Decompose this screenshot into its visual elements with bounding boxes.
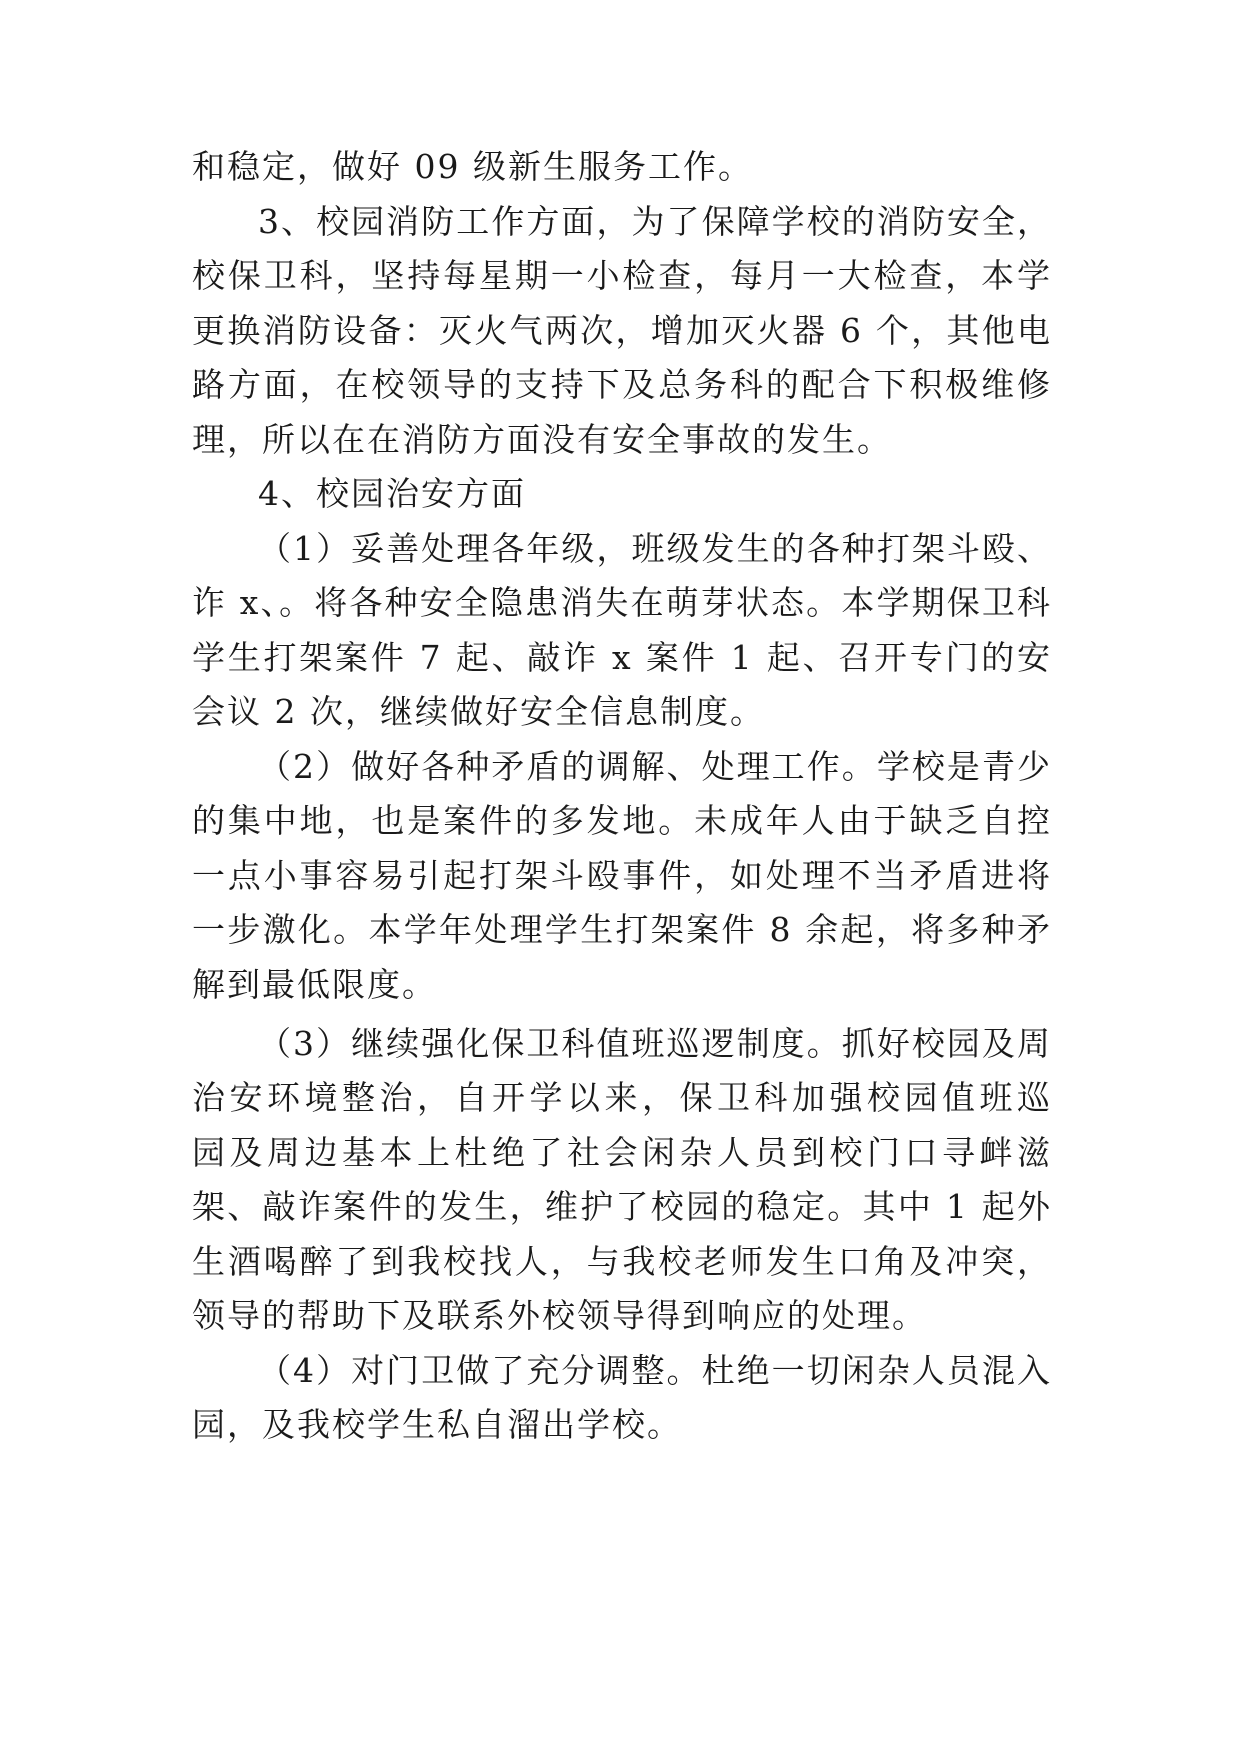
text-line: 园及周边基本上杜绝了社会闲杂人员到校门口寻衅滋 [192,1133,1052,1172]
text-line: 更换消防设备：灭火气两次，增加灭火器 6 个，其他电 [192,311,1052,350]
text-line: 学生打架案件 7 起、敲诈 x 案件 1 起、召开专门的安 [192,638,1052,677]
text-line: （3）继续强化保卫科值班巡逻制度。抓好校园及周 [258,1024,1052,1063]
text-line: 3、校园消防工作方面，为了保障学校的消防安全， [258,202,1052,241]
text-line: 架、敲诈案件的发生，维护了校园的稳定。其中 1 起外 [192,1187,1052,1226]
text-line: 的集中地，也是案件的多发地。未成年人由于缺乏自控 [192,801,1052,840]
text-line: （1）妥善处理各年级，班级发生的各种打架斗殴、 [258,529,1052,568]
text-line: （4）对门卫做了充分调整。杜绝一切闲杂人员混入 [258,1351,1052,1390]
text-line: 和稳定，做好 09 级新生服务工作。 [192,147,753,186]
section-heading: 4、校园治安方面 [258,474,526,513]
text-line: 会议 2 次，继续做好安全信息制度。 [192,692,765,731]
text-line: （2）做好各种矛盾的调解、处理工作。学校是青少 [258,747,1052,786]
text-line: 园，及我校学生私自溜出学校。 [192,1405,682,1444]
text-line: 一点小事容易引起打架斗殴事件，如处理不当矛盾进将 [192,856,1052,895]
text-line: 生酒喝醉了到我校找人，与我校老师发生口角及冲突， [192,1242,1052,1281]
text-line: 路方面，在校领导的支持下及总务科的配合下积极维修 [192,365,1052,404]
text-line: 领导的帮助下及联系外校领导得到响应的处理。 [192,1296,927,1335]
text-line: 解到最低限度。 [192,965,437,1004]
text-line: 一步激化。本学年处理学生打架案件 8 余起，将多种矛 [192,910,1052,949]
text-line: 诈 x、。将各种安全隐患消失在萌芽状态。本学期保卫科 [192,583,1052,622]
text-line: 理，所以在在消防方面没有安全事故的发生。 [192,420,892,459]
text-line: 校保卫科，坚持每星期一小检查，每月一大检查，本学 [192,256,1052,295]
text-line: 治安环境整治，自开学以来，保卫科加强校园值班巡 [192,1078,1052,1117]
